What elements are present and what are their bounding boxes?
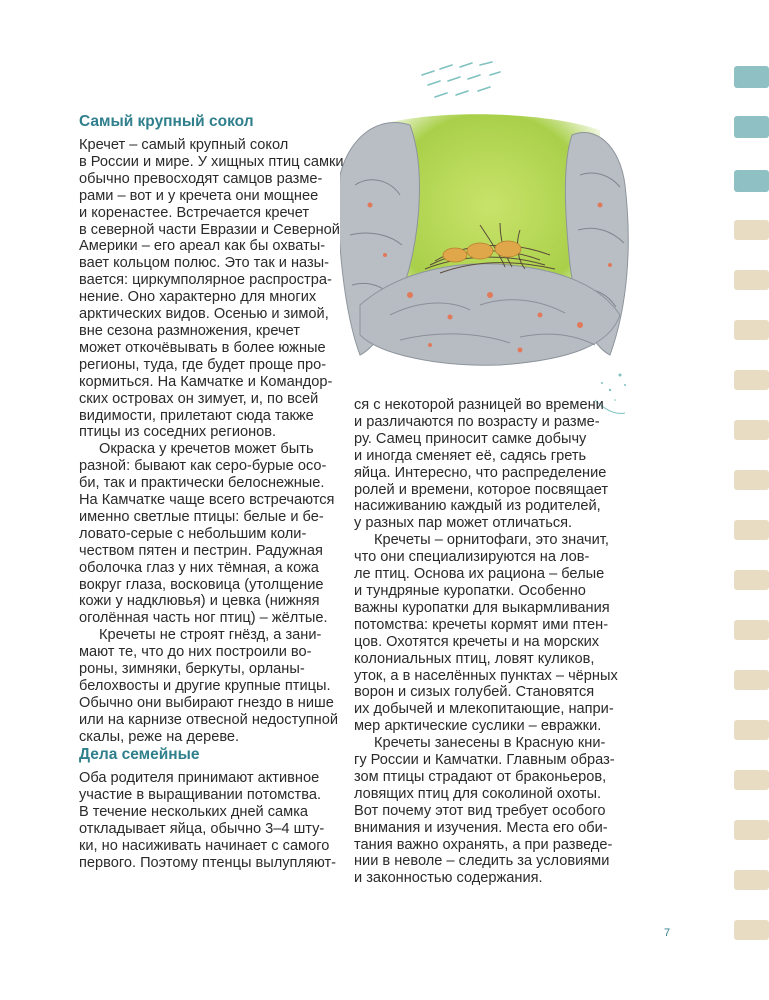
text-line: вне сезона размножения, кречет [79, 322, 300, 339]
text-line: и коренастее. Встречается кречет [79, 204, 310, 221]
text-line: роны, зимняки, беркуты, орланы- [79, 661, 305, 678]
text-line: вается: циркумполярное распростра- [79, 272, 332, 289]
text-line: ловато-серые с небольшим коли- [79, 525, 307, 542]
text-line: и тундряные куропатки. Особенно [354, 582, 586, 599]
text-line: в северной части Евразии и Северной [79, 221, 340, 238]
text-line: гу России и Камчатки. Главным образ- [354, 752, 615, 769]
text-line: что они специализируются на лов- [354, 549, 590, 566]
text-line: мер арктические суслики – евражки. [354, 718, 602, 735]
section-heading-family-affairs: Дела семейные [79, 746, 200, 763]
text-line: видимости, прилетают сюда также [79, 407, 314, 424]
text-line: зом птицы страдают от браконьеров, [354, 768, 607, 785]
text-line: Кречет – самый крупный сокол [79, 137, 289, 153]
text-line: их добычей и млекопитающие, напри- [354, 701, 614, 718]
text-line: первого. Поэтому птенцы вылупляют- [79, 854, 337, 871]
text-line: важны куропатки для выкармливания [354, 599, 610, 616]
text-line: Обычно они выбирают гнездо в нише [79, 694, 334, 711]
text-line: Окраска у кречетов может быть [99, 441, 314, 458]
section-heading-large-falcon: Самый крупный сокол [79, 113, 254, 130]
text-line: ру. Самец приносит самке добычу [354, 430, 587, 447]
text-line: колониальных птиц, ловят куликов, [354, 650, 595, 667]
text-line: чеством пятен и пестрин. Радужная [79, 542, 323, 559]
paragraph-parents [79, 770, 341, 871]
text-line: ле птиц. Основа их рациона – белые [354, 566, 605, 583]
text-line: Кречеты – орнитофаги, это значит, [374, 532, 609, 549]
text-line: Америки – его ареал как бы охваты- [79, 238, 326, 255]
text-line: кожи у надклювья) и цевка (нижняя [79, 593, 320, 610]
text-line: На Камчатке чаще всего встречаются [79, 492, 335, 509]
page-number: 7 [664, 927, 671, 939]
text-line: би, так и практически белоснежные. [79, 475, 325, 492]
text-line: ских островах он зимует, и, по всей [79, 390, 319, 407]
text-line: участие в выращивании потомства. [79, 786, 321, 803]
text-line: птицы из соседних регионов. [79, 424, 277, 441]
text-line: и различаются по возрасту и разме- [354, 413, 600, 430]
paragraph-hatching [354, 397, 616, 532]
text-line: Оба родителя принимают активное [79, 770, 320, 786]
text-line: белохвосты и другие крупные птицы. [79, 678, 331, 694]
text-line: нии в неволе – следить за условиями [354, 853, 610, 870]
text-line: скалы, реже на дереве. [79, 728, 240, 745]
text-line: внимания и изучения. Места его оби- [354, 819, 608, 836]
paragraph-nesting [79, 627, 341, 745]
text-line: насиживанию каждый из родителей, [354, 498, 601, 515]
text-line: арктических видов. Осенью и зимой, [79, 306, 329, 323]
text-line: у разных пар может отличаться. [354, 515, 573, 532]
text-line: кормиться. На Камчатке и Командор- [79, 373, 333, 390]
section-large-falcon [79, 112, 344, 746]
paragraph-diet [354, 532, 616, 735]
paragraph-intro [79, 137, 344, 441]
text-line: в России и мире. У хищных птиц самки [79, 153, 344, 170]
text-line: цов. Охотятся кречеты и на морских [354, 633, 600, 650]
text-line: именно светлые птицы: белые и бе- [79, 508, 324, 525]
text-line: ворон и сизых голубей. Становятся [354, 684, 595, 701]
text-line: разной: бывают как серо-бурые осо- [79, 458, 327, 475]
text-line: вает кольцом полюс. Это так и назы- [79, 255, 330, 272]
text-line: или на карнизе отвесной недоступной [79, 711, 338, 728]
text-line: Кречеты не строят гнёзд, а зани- [99, 627, 322, 644]
text-line: нение. Оно характерно для многих [79, 289, 317, 306]
text-line: потомства: кречеты кормят ими птен- [354, 616, 609, 633]
paragraph-red-book [354, 735, 616, 887]
text-line: тания важно охранять, а при разведе- [354, 836, 613, 853]
nest-illustration [340, 55, 630, 425]
text-line: регионы, туда, где будет проще про- [79, 356, 327, 373]
text-line: ки, но насиживать начинает с самого [79, 837, 330, 854]
text-line: ся с некоторой разницей во времени [354, 397, 604, 413]
text-line: мают те, что до них построили во- [79, 644, 312, 661]
text-line: вокруг глаза, восковица (утолщение [79, 576, 324, 593]
text-line: Кречеты занесены в Красную кни- [374, 735, 606, 752]
text-line: оголённая часть ног птиц) – жёлтые. [79, 610, 328, 627]
text-line: рами – вот и у кречета они мощнее [79, 187, 319, 204]
text-line: Вот почему этот вид требует особого [354, 802, 606, 819]
brush-stripes-decoration [728, 60, 769, 960]
text-line: откладывает яйца, обычно 3–4 шту- [79, 820, 325, 837]
text-line: ролей и времени, которое посвящает [354, 481, 609, 498]
text-line: ловящих птиц для соколиной охоты. [354, 785, 602, 802]
text-line: и иногда сменяет её, садясь греть [354, 447, 587, 464]
section-family-affairs [79, 745, 341, 871]
text-line: В течение нескольких дней самка [79, 803, 309, 820]
text-line: яйца. Интересно, что распределение [354, 464, 607, 481]
text-line: уток, а в населённых пунктах – чёрных [354, 667, 618, 684]
text-line: оболочка глаз у них тёмная, а кожа [79, 559, 319, 576]
text-line: может откочёвывать в более южные [79, 339, 326, 356]
right-text-column [354, 397, 616, 887]
text-line: обычно превосходят самцов разме- [79, 170, 323, 187]
text-line: и законностью содержания. [354, 870, 543, 887]
paragraph-coloring [79, 441, 341, 627]
